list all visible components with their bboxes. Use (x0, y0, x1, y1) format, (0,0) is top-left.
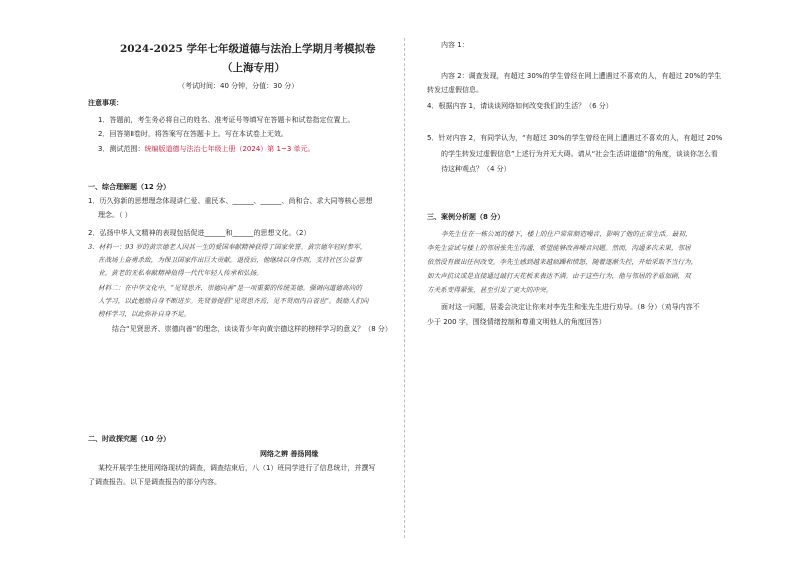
question-1-line2: 理念。（ ） (98, 211, 132, 219)
column-divider (404, 38, 405, 538)
question-3-line3: 业。黄老的无私奉献精神值得一代代年轻人传承和弘扬。 (98, 269, 263, 277)
notes-item-1: 1．答题前，考生务必将自己的姓名、准考证号等填写在答题卡和试卷指定位置上。 (98, 116, 355, 124)
content-1-label: 内容 1： (441, 41, 469, 49)
question-3-line2: 在战场上奋勇杀敌，为保卫国家作出巨大贡献。退役后，他继续以身作则，支持社区公益事 (98, 256, 362, 264)
section2-subtitle: 网络之辨 善扬网缘 (260, 450, 319, 458)
case-line1: 李先生住在一栋公寓的楼下，楼上的住户常常制造噪音，影响了他的正常生活。最初， (441, 230, 692, 238)
question-3-line6: 榜样学习，以此弥补自身不足。 (98, 310, 191, 318)
case-question-line2: 少于 200 字，围绕情绪控制和尊重文明他人的角度回答） (427, 318, 606, 326)
question-5-line1: 5．针对内容 2，有同学认为，“有超过 30%的学生曾经在网上遭遇过不喜欢的人，有超过 20% (427, 134, 723, 142)
question-5-line2: 的学生转发过虚假信息”上述行为并无大碍。请从“社会生活讲道德”的角度，谈谈你怎么看 (441, 150, 718, 158)
question-3-line1: 3．材料一：93 岁的黄宗德老人因其一生的爱国奉献精神获得了国家荣誉。黄宗德年轻时参军， (88, 243, 367, 251)
section1-heading: 一、综合理解题（12 分） (88, 183, 171, 191)
notes-item-3 (98, 144, 315, 155)
case-question-line1: 面对这一问题，居委会决定让你来对李先生和张先生进行劝导。（8 分）（劝导内容不 (441, 303, 700, 311)
question-4: 4．根据内容 1，请谈谈网络如何改变我们的生活？（6 分） (427, 102, 613, 110)
exam-title: 2024-2025 学年七年级道德与法治上学期月考模拟卷 (120, 43, 376, 55)
content-2-line2: 转发过虚假信息。 (427, 86, 483, 94)
case-line2: 李先生尝试与楼上的邻居张先生沟通，希望能够改善噪音问题。然而，沟通多次未果，邻居 (427, 244, 691, 252)
notes-item-2: 2．回答第Ⅱ卷时，将答案写在答题卡上。写在本试卷上无效。 (98, 130, 288, 138)
case-line5: 方关系变得紧张，甚至引发了更大的冲突。 (427, 286, 553, 294)
question-2: 2．弘扬中华人文精神的表现包括促进______和______的思想文化。（2） (88, 229, 311, 237)
content-2-line1: 内容 2：调查发现，有超过 30%的学生曾经在网上遭遇过不喜欢的人，有超过 20%的学生 (441, 72, 722, 80)
notes-item-3-prefix: 3．测试范围： (98, 145, 145, 153)
question-1-line1: 1．历久弥新的思想理念体现讲仁爱、重民本、______、______、尚和合、求大同等核心思想 (88, 197, 373, 205)
question-3-prompt: 结合“见贤思齐、崇德向善”的理念，谈谈青少年向黄宗德这样的榜样学习的意义？（8 分） (112, 325, 392, 333)
section2-intro-line1: 某校开展学生使用网络现状的调查，调查结束后，八（1）班同学进行了信息统计，并撰写 (98, 464, 376, 472)
section3-heading: 三、案例分析题（8 分） (427, 213, 505, 221)
notes-heading: 注意事项： (88, 99, 123, 107)
question-5-line3: 待这种观点？（4 分） (441, 165, 511, 173)
case-line3: 依然没有做出任何改变。李先生感到越来越烦躁和愤怒，随着逐渐失控，开始采取不当行为， (427, 258, 698, 266)
question-3-line5: 人学习，以此勉励自身不断进步。先贤曾提倡“见贤思齐焉，见不贤而内自省也”。鼓励人们向 (98, 297, 369, 305)
section2-intro-line2: 了调查报告。以下是调查报告的部分内容。 (88, 478, 221, 486)
section2-heading: 二、时政探究题（10 分） (88, 435, 171, 443)
case-line4: 如大声抗议或是直接通过敲打天花板来表达不满。由于这些行为，他与邻居的矛盾加剧，双 (427, 272, 691, 280)
question-3-line4: 材料二：在中华文化中，“见贤思齐、崇德向善”是一项重要的传统美德。强调向道德高尚的 (98, 284, 362, 292)
exam-subtitle: （上海专用） (222, 62, 285, 74)
notes-item-3-scope: 统编版道德与法治七年级上册（2024）第 1~3 单元。 (144, 145, 315, 153)
exam-meta: （考试时间：40 分钟，分值：30 分） (178, 82, 299, 90)
